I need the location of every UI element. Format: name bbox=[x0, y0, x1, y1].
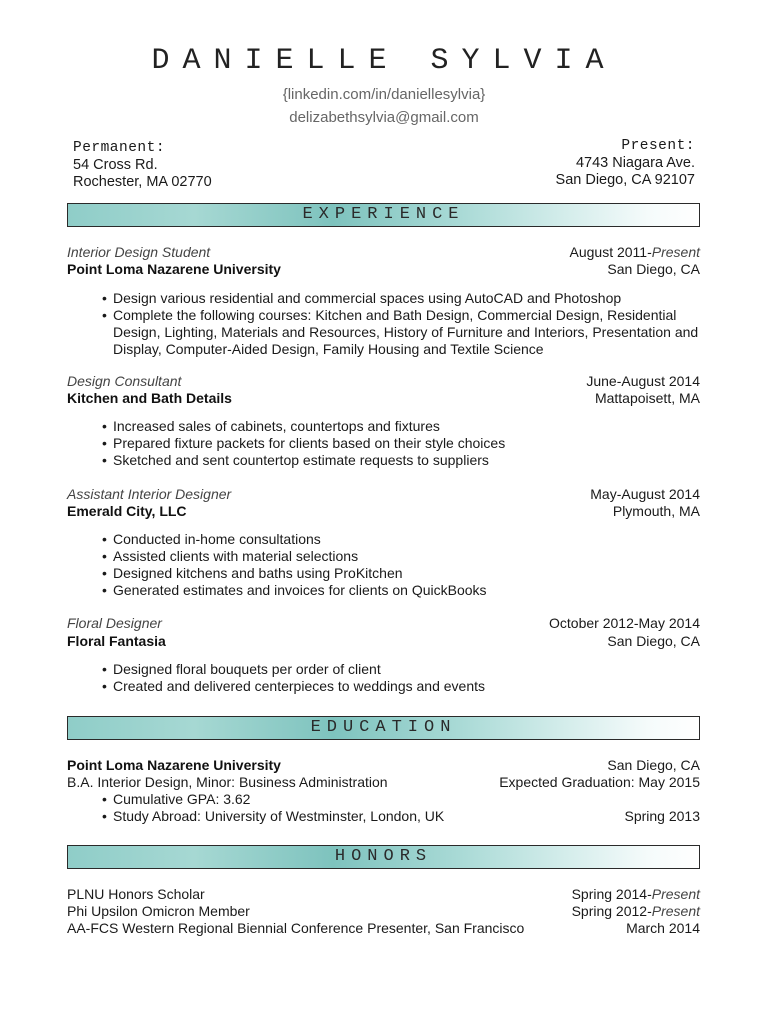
job-location: San Diego, CA bbox=[607, 261, 700, 277]
honor-name: Phi Upsilon Omicron Member bbox=[67, 903, 250, 919]
education-school: Point Loma Nazarene University bbox=[67, 757, 281, 773]
linkedin-url[interactable]: {linkedin.com/in/daniellesylvia} bbox=[282, 86, 486, 103]
job-date: August 2011-Present bbox=[569, 244, 700, 260]
permanent-address bbox=[73, 140, 212, 191]
job-location: San Diego, CA bbox=[607, 633, 700, 649]
job-3-bullets bbox=[100, 531, 700, 599]
list-item: • Prepared fixture packets for clients based on their style choices bbox=[100, 435, 700, 452]
present-address bbox=[556, 138, 695, 189]
education-bullets bbox=[100, 791, 700, 825]
email-address[interactable]: delizabethsylvia@gmail.com bbox=[289, 109, 479, 126]
permanent-line2: Rochester, MA 02770 bbox=[73, 174, 212, 190]
job-4-bullets bbox=[100, 661, 700, 695]
education-heading: EDUCATION bbox=[310, 718, 457, 737]
list-item: • Cumulative GPA: 3.62 bbox=[100, 791, 700, 808]
education-abroad-date: Spring 2013 bbox=[624, 808, 700, 824]
job-title: Design Consultant bbox=[67, 373, 182, 389]
job-organization: Emerald City, LLC bbox=[67, 503, 187, 519]
honor-date: Spring 2012-Present bbox=[571, 903, 700, 919]
job-date: October 2012-May 2014 bbox=[549, 615, 700, 631]
experience-heading: EXPERIENCE bbox=[302, 205, 465, 224]
job-date: May-August 2014 bbox=[590, 486, 700, 502]
education-location: San Diego, CA bbox=[607, 757, 700, 773]
list-item: • Design various residential and commercial spaces using AutoCAD and Photoshop bbox=[100, 290, 700, 307]
job-location: Plymouth, MA bbox=[612, 503, 700, 519]
job-title: Assistant Interior Designer bbox=[67, 486, 232, 502]
job-1-bullets bbox=[100, 290, 700, 358]
list-item: • Sketched and sent countertop estimate requests to suppliers bbox=[100, 452, 700, 469]
honors-heading: HONORS bbox=[334, 847, 433, 866]
education-degree: B.A. Interior Design, Minor: Business Administration bbox=[67, 774, 388, 790]
list-item: • Study Abroad: University of Westminster, London, UK bbox=[100, 808, 700, 825]
list-item: • Assisted clients with material selections bbox=[100, 548, 700, 565]
list-item: • Designed kitchens and baths using ProKitchen bbox=[100, 565, 700, 582]
job-location: Mattapoisett, MA bbox=[594, 390, 700, 406]
present-label: Present: bbox=[621, 138, 695, 154]
honor-date: March 2014 bbox=[626, 920, 700, 936]
list-item: • Designed floral bouquets per order of client bbox=[100, 661, 700, 678]
applicant-name: DANIELLE SYLVIA bbox=[151, 44, 617, 78]
honor-date: Spring 2014-Present bbox=[571, 886, 700, 902]
list-item: • Created and delivered centerpieces to weddings and events bbox=[100, 678, 700, 695]
job-organization: Point Loma Nazarene University bbox=[67, 261, 281, 277]
honor-name: AA-FCS Western Regional Biennial Conference Presenter, San Francisco bbox=[67, 920, 525, 936]
education-graduation: Expected Graduation: May 2015 bbox=[499, 774, 700, 790]
job-title: Interior Design Student bbox=[67, 244, 211, 260]
honor-name: PLNU Honors Scholar bbox=[67, 886, 205, 902]
list-item: • Generated estimates and invoices for clients on QuickBooks bbox=[100, 582, 700, 599]
honors-section-header bbox=[67, 845, 700, 869]
present-line1: 4743 Niagara Ave. bbox=[575, 155, 695, 171]
present-line2: San Diego, CA 92107 bbox=[555, 172, 695, 188]
permanent-label: Permanent: bbox=[73, 140, 166, 156]
list-item: • Increased sales of cabinets, countertops and fixtures bbox=[100, 418, 700, 435]
list-item: • Conducted in-home consultations bbox=[100, 531, 700, 548]
job-organization: Kitchen and Bath Details bbox=[67, 390, 232, 406]
education-section-header bbox=[67, 716, 700, 740]
experience-section-header bbox=[67, 203, 700, 227]
permanent-line1: 54 Cross Rd. bbox=[73, 157, 158, 173]
job-title: Floral Designer bbox=[67, 615, 162, 631]
job-2-bullets bbox=[100, 418, 700, 469]
list-item: • Complete the following courses: Kitchen and Bath Design, Commercial Design, Residential Design, Lighting, Materials and Resources, History of Furniture and Interiors, Presentation and Display, Computer-Aided Design, Family Housing and Textile Science bbox=[100, 307, 700, 358]
job-date: June-August 2014 bbox=[586, 373, 700, 389]
job-organization: Floral Fantasia bbox=[67, 633, 166, 649]
